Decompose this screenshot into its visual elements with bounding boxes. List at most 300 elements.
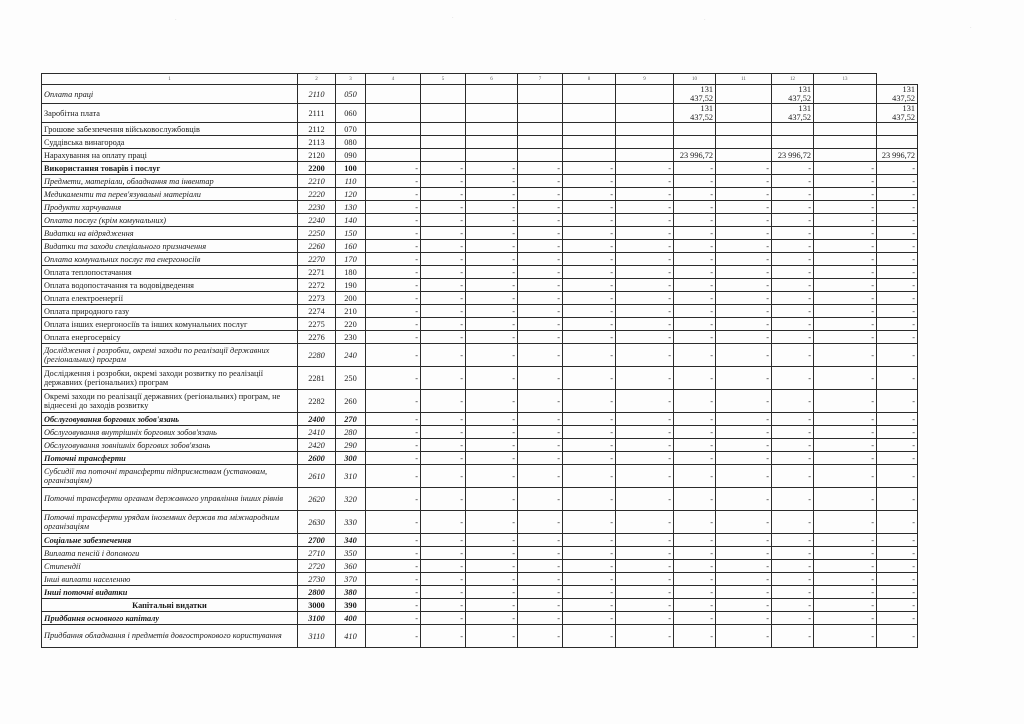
value-cell: - (366, 573, 421, 586)
value-cell: - (366, 344, 421, 367)
table-row (42, 573, 918, 586)
column-number: 3 (336, 74, 366, 85)
value-cell: - (366, 534, 421, 547)
value-cell: - (421, 547, 466, 560)
row-name: Заробітна плата (42, 104, 298, 123)
row-name: Обслуговування внутрішніх боргових зобов'язань (42, 426, 298, 439)
value-cell: - (421, 331, 466, 344)
value-cell (421, 85, 466, 104)
row-name: Оплата природного газу (42, 305, 298, 318)
row-name: Оплата інших енергоносіїв та інших комунальних послуг (42, 318, 298, 331)
value-cell: - (563, 201, 616, 214)
value-cell: - (421, 426, 466, 439)
value-cell (466, 123, 518, 136)
value-cell: - (772, 534, 814, 547)
row-name: Оплата праці (42, 85, 298, 104)
value-cell: - (877, 511, 918, 534)
table-row (42, 331, 918, 344)
value-cell (716, 104, 772, 123)
value-cell: - (616, 253, 674, 266)
table-row (42, 599, 918, 612)
value-cell (518, 149, 563, 162)
row-kekv-code: 2630 (298, 511, 336, 534)
value-cell: - (366, 292, 421, 305)
row-kekv-code: 2400 (298, 413, 336, 426)
value-cell: - (674, 279, 716, 292)
value-cell: - (877, 413, 918, 426)
value-cell: - (814, 465, 877, 488)
row-kekv-code: 3110 (298, 625, 336, 648)
value-cell: - (716, 266, 772, 279)
value-cell: - (814, 214, 877, 227)
value-cell: - (563, 452, 616, 465)
value-cell: - (877, 214, 918, 227)
value-cell: - (772, 560, 814, 573)
value-cell: - (616, 612, 674, 625)
row-line-code: 070 (336, 123, 366, 136)
value-cell: - (366, 318, 421, 331)
value-cell: - (674, 227, 716, 240)
value-cell: - (674, 465, 716, 488)
value-cell: - (814, 599, 877, 612)
row-kekv-code: 2410 (298, 426, 336, 439)
value-cell: - (563, 488, 616, 511)
value-cell: - (366, 227, 421, 240)
table-row (42, 560, 918, 573)
row-name: Оплата енергосервісу (42, 331, 298, 344)
row-kekv-code: 2275 (298, 318, 336, 331)
value-cell: - (772, 318, 814, 331)
row-kekv-code: 2200 (298, 162, 336, 175)
value-cell: - (366, 331, 421, 344)
row-line-code: 170 (336, 253, 366, 266)
value-cell: - (814, 279, 877, 292)
value-cell: - (716, 452, 772, 465)
value-cell: - (466, 439, 518, 452)
row-line-code: 290 (336, 439, 366, 452)
value-cell: - (616, 586, 674, 599)
row-name: Окремі заходи по реалізації державних (регіональних) програм, не віднесені до заходів розвитку (42, 390, 298, 413)
value-cell: - (518, 625, 563, 648)
value-cell: - (518, 599, 563, 612)
value-cell: - (366, 253, 421, 266)
value-cell: - (616, 560, 674, 573)
value-cell: - (814, 390, 877, 413)
value-cell: - (877, 465, 918, 488)
value-cell: - (772, 292, 814, 305)
row-name: Дослідження і розробки, окремі заходи розвитку по реалізації державних (регіональних) програм (42, 367, 298, 390)
row-kekv-code: 2220 (298, 188, 336, 201)
value-cell: - (772, 201, 814, 214)
table-row (42, 318, 918, 331)
value-cell: - (772, 162, 814, 175)
value-cell: - (616, 547, 674, 560)
value-cell: - (366, 390, 421, 413)
value-cell: - (616, 465, 674, 488)
value-cell: - (772, 188, 814, 201)
row-kekv-code: 2273 (298, 292, 336, 305)
row-kekv-code: 2271 (298, 266, 336, 279)
value-cell: - (421, 511, 466, 534)
row-kekv-code: 2610 (298, 465, 336, 488)
value-cell: - (674, 439, 716, 452)
value-cell: - (674, 331, 716, 344)
table-row (42, 625, 918, 648)
value-cell: - (616, 426, 674, 439)
table-row (42, 162, 918, 175)
value-cell: - (814, 488, 877, 511)
value-cell: - (466, 488, 518, 511)
row-name: Субсидії та поточні трансферти підприємствам (установам, організаціям) (42, 465, 298, 488)
row-line-code: 130 (336, 201, 366, 214)
row-name: Придбання основного капіталу (42, 612, 298, 625)
value-cell: - (674, 175, 716, 188)
value-cell: - (877, 279, 918, 292)
value-cell (616, 123, 674, 136)
value-cell: - (563, 439, 616, 452)
scan-speck: · (970, 26, 973, 31)
value-cell: - (674, 488, 716, 511)
table-row (42, 367, 918, 390)
value-cell (814, 85, 877, 104)
row-name: Поточні трансферти (42, 452, 298, 465)
value-cell: 131 437,52 (674, 85, 716, 104)
row-line-code: 280 (336, 426, 366, 439)
row-kekv-code: 2720 (298, 560, 336, 573)
value-cell: - (877, 426, 918, 439)
value-cell (366, 85, 421, 104)
value-cell: - (366, 586, 421, 599)
value-cell: - (616, 413, 674, 426)
value-cell: - (518, 305, 563, 318)
row-kekv-code: 2110 (298, 85, 336, 104)
row-name: Обслуговування зовнішніх боргових зобов'язань (42, 439, 298, 452)
value-cell: - (814, 625, 877, 648)
row-kekv-code: 2260 (298, 240, 336, 253)
value-cell: - (877, 227, 918, 240)
value-cell: - (716, 318, 772, 331)
value-cell: - (421, 586, 466, 599)
value-cell (421, 104, 466, 123)
value-cell: - (716, 201, 772, 214)
value-cell: - (674, 599, 716, 612)
value-cell: - (814, 452, 877, 465)
table-row (42, 511, 918, 534)
value-cell: - (674, 625, 716, 648)
value-cell: - (814, 227, 877, 240)
value-cell: - (772, 511, 814, 534)
column-number: 7 (518, 74, 563, 85)
value-cell: - (563, 547, 616, 560)
value-cell: - (421, 452, 466, 465)
value-cell: - (466, 465, 518, 488)
row-line-code: 210 (336, 305, 366, 318)
value-cell: - (563, 390, 616, 413)
value-cell (674, 136, 716, 149)
value-cell: - (814, 586, 877, 599)
value-cell: - (616, 625, 674, 648)
column-number: 5 (421, 74, 466, 85)
value-cell: - (772, 305, 814, 318)
value-cell: - (716, 331, 772, 344)
value-cell: - (421, 253, 466, 266)
value-cell: - (877, 175, 918, 188)
value-cell: - (518, 612, 563, 625)
value-cell: - (616, 162, 674, 175)
column-number: 12 (772, 74, 814, 85)
value-cell: - (466, 511, 518, 534)
value-cell: - (466, 390, 518, 413)
value-cell: - (466, 573, 518, 586)
value-cell: - (772, 452, 814, 465)
row-name: Інші поточні видатки (42, 586, 298, 599)
value-cell: - (716, 367, 772, 390)
value-cell (421, 123, 466, 136)
value-cell: - (877, 560, 918, 573)
row-kekv-code: 3000 (298, 599, 336, 612)
value-cell (772, 136, 814, 149)
value-cell: - (877, 162, 918, 175)
column-number-row (42, 74, 918, 85)
value-cell (772, 123, 814, 136)
value-cell: - (518, 344, 563, 367)
value-cell: 23 996,72 (877, 149, 918, 162)
value-cell: - (877, 201, 918, 214)
value-cell: - (674, 305, 716, 318)
value-cell (814, 104, 877, 123)
value-cell: - (518, 240, 563, 253)
value-cell: - (466, 175, 518, 188)
value-cell: - (366, 305, 421, 318)
value-cell: - (877, 318, 918, 331)
row-line-code: 080 (336, 136, 366, 149)
value-cell: - (716, 188, 772, 201)
table-row (42, 426, 918, 439)
table-row (42, 390, 918, 413)
row-name: Предмети, матеріали, обладнання та інвентар (42, 175, 298, 188)
row-line-code: 250 (336, 367, 366, 390)
value-cell: - (563, 586, 616, 599)
value-cell: - (877, 188, 918, 201)
row-kekv-code: 2240 (298, 214, 336, 227)
value-cell: - (366, 612, 421, 625)
value-cell: - (466, 318, 518, 331)
row-name: Видатки та заходи спеціального призначення (42, 240, 298, 253)
value-cell (466, 104, 518, 123)
table-row (42, 292, 918, 305)
table-row (42, 547, 918, 560)
value-cell: - (421, 214, 466, 227)
table-row (42, 227, 918, 240)
value-cell: - (674, 452, 716, 465)
value-cell: - (616, 599, 674, 612)
value-cell: - (366, 266, 421, 279)
value-cell: - (674, 367, 716, 390)
value-cell (466, 85, 518, 104)
value-cell (518, 85, 563, 104)
column-number: 9 (616, 74, 674, 85)
value-cell: - (674, 612, 716, 625)
row-kekv-code: 2112 (298, 123, 336, 136)
value-cell: - (366, 214, 421, 227)
value-cell: - (518, 465, 563, 488)
value-cell: 131 437,52 (772, 85, 814, 104)
value-cell: - (814, 175, 877, 188)
value-cell: - (716, 344, 772, 367)
value-cell: - (466, 279, 518, 292)
value-cell: - (563, 413, 616, 426)
value-cell: - (772, 175, 814, 188)
value-cell: - (518, 586, 563, 599)
value-cell: - (616, 279, 674, 292)
value-cell: - (366, 162, 421, 175)
value-cell: - (518, 367, 563, 390)
row-line-code: 240 (336, 344, 366, 367)
value-cell: - (518, 188, 563, 201)
value-cell: - (466, 612, 518, 625)
row-kekv-code: 2600 (298, 452, 336, 465)
row-line-code: 060 (336, 104, 366, 123)
row-name: Поточні трансферти органам державного управління інших рівнів (42, 488, 298, 511)
value-cell: - (616, 367, 674, 390)
row-name: Оплата послуг (крім комунальних) (42, 214, 298, 227)
row-line-code: 350 (336, 547, 366, 560)
value-cell: - (563, 266, 616, 279)
value-cell: - (421, 266, 466, 279)
value-cell: - (716, 426, 772, 439)
value-cell (716, 136, 772, 149)
row-name: Оплата електроенергії (42, 292, 298, 305)
value-cell: - (616, 318, 674, 331)
row-kekv-code: 2276 (298, 331, 336, 344)
row-kekv-code: 2282 (298, 390, 336, 413)
value-cell: - (716, 511, 772, 534)
value-cell: - (421, 367, 466, 390)
value-cell: - (772, 413, 814, 426)
value-cell: - (421, 390, 466, 413)
value-cell: - (466, 253, 518, 266)
value-cell: - (772, 227, 814, 240)
row-name: Грошове забезпечення військовослужбовців (42, 123, 298, 136)
value-cell: - (716, 599, 772, 612)
value-cell: - (814, 305, 877, 318)
value-cell (716, 149, 772, 162)
value-cell: - (421, 534, 466, 547)
value-cell: - (877, 240, 918, 253)
value-cell: - (421, 560, 466, 573)
value-cell: - (563, 560, 616, 573)
value-cell: - (563, 305, 616, 318)
value-cell: - (814, 426, 877, 439)
value-cell: - (814, 162, 877, 175)
value-cell: - (466, 240, 518, 253)
row-name: Видатки на відрядження (42, 227, 298, 240)
value-cell: - (772, 439, 814, 452)
value-cell: - (366, 488, 421, 511)
value-cell (518, 104, 563, 123)
value-cell: - (616, 188, 674, 201)
value-cell: - (772, 266, 814, 279)
value-cell: - (674, 344, 716, 367)
value-cell: - (518, 175, 563, 188)
value-cell: - (518, 439, 563, 452)
value-cell: - (716, 240, 772, 253)
value-cell: - (466, 452, 518, 465)
value-cell: - (421, 305, 466, 318)
value-cell: - (772, 390, 814, 413)
value-cell: - (518, 573, 563, 586)
value-cell: - (366, 560, 421, 573)
value-cell: - (421, 292, 466, 305)
value-cell: - (421, 465, 466, 488)
row-line-code: 230 (336, 331, 366, 344)
row-line-code: 200 (336, 292, 366, 305)
value-cell: - (716, 253, 772, 266)
value-cell: - (466, 227, 518, 240)
row-kekv-code: 3100 (298, 612, 336, 625)
value-cell: - (518, 547, 563, 560)
value-cell: - (421, 188, 466, 201)
value-cell: - (616, 390, 674, 413)
scan-speck: · (452, 16, 455, 21)
value-cell: - (814, 511, 877, 534)
expenditure-report-table (41, 73, 918, 648)
value-cell (814, 136, 877, 149)
value-cell: - (772, 279, 814, 292)
value-cell (563, 85, 616, 104)
row-kekv-code: 2250 (298, 227, 336, 240)
table-row (42, 279, 918, 292)
value-cell: - (716, 305, 772, 318)
value-cell: - (563, 318, 616, 331)
value-cell: - (674, 292, 716, 305)
value-cell: - (518, 511, 563, 534)
value-cell (814, 149, 877, 162)
value-cell: - (563, 279, 616, 292)
row-kekv-code: 2230 (298, 201, 336, 214)
value-cell: - (421, 240, 466, 253)
value-cell: - (674, 426, 716, 439)
value-cell: - (814, 201, 877, 214)
value-cell: - (877, 452, 918, 465)
value-cell: - (674, 266, 716, 279)
value-cell (421, 149, 466, 162)
value-cell: - (466, 586, 518, 599)
value-cell: - (421, 439, 466, 452)
value-cell: 23 996,72 (674, 149, 716, 162)
value-cell: - (814, 266, 877, 279)
value-cell: - (366, 439, 421, 452)
row-line-code: 190 (336, 279, 366, 292)
value-cell: - (616, 240, 674, 253)
value-cell: - (877, 534, 918, 547)
value-cell: - (421, 318, 466, 331)
row-name: Стипендії (42, 560, 298, 573)
value-cell: - (716, 625, 772, 648)
table-row (42, 344, 918, 367)
value-cell: - (466, 305, 518, 318)
value-cell: - (466, 547, 518, 560)
value-cell: - (877, 586, 918, 599)
row-name: Дослідження і розробки, окремі заходи по реалізації державних (регіональних) програм (42, 344, 298, 367)
value-cell: - (563, 331, 616, 344)
row-line-code: 180 (336, 266, 366, 279)
value-cell (366, 136, 421, 149)
table-row (42, 136, 918, 149)
value-cell: - (674, 534, 716, 547)
value-cell: - (814, 413, 877, 426)
value-cell: - (674, 162, 716, 175)
